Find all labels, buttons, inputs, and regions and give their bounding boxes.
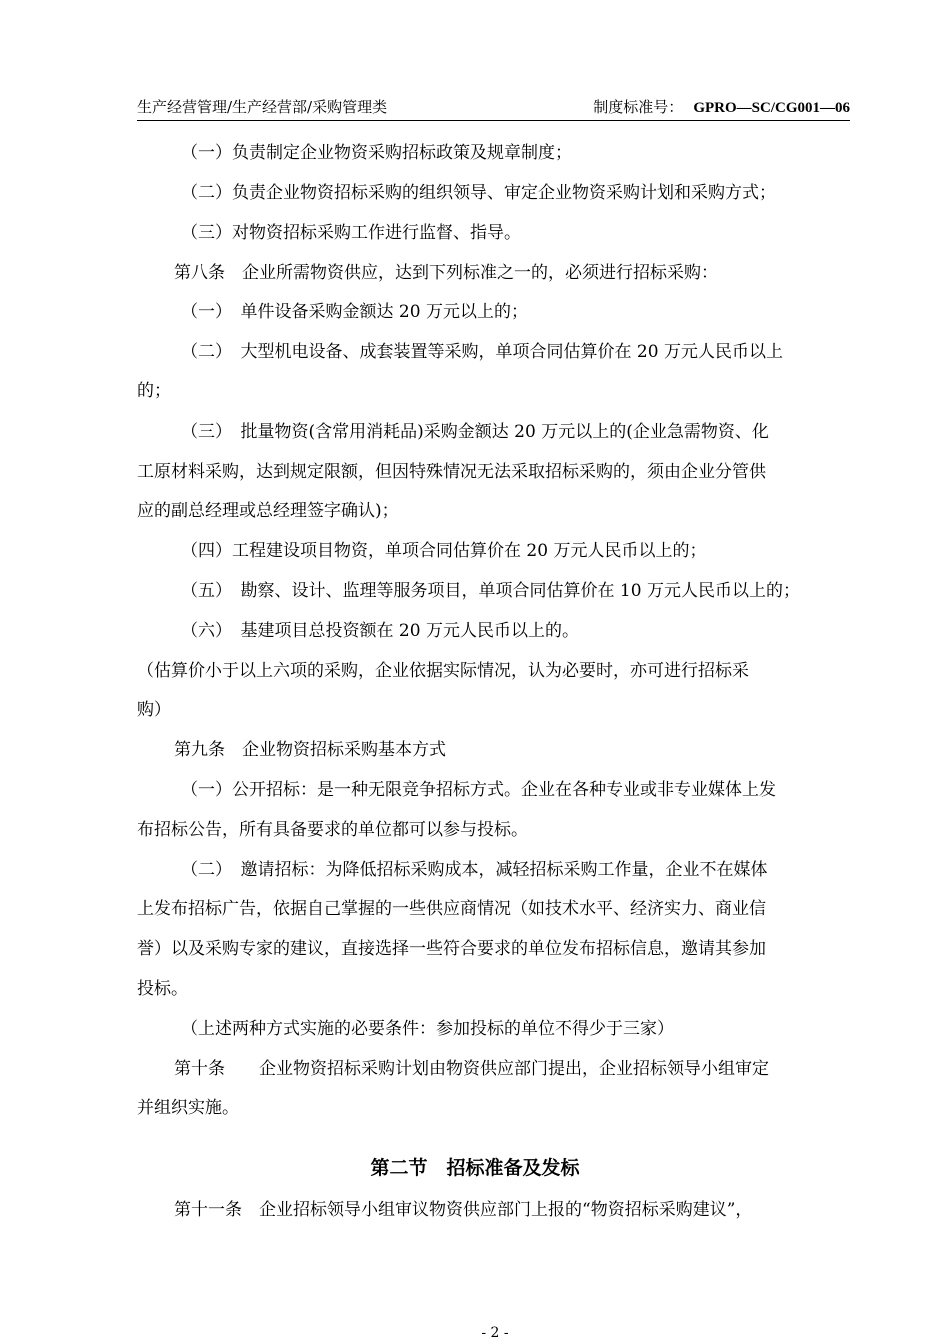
text-line: （三）对物资招标采购工作进行监督、指导。: [181, 223, 521, 243]
text-line: （二） 邀请招标：为降低招标采购成本，减轻招标采购工作量，企业不在媒体: [181, 860, 768, 880]
text-line: （估算价小于以上六项的采购，企业依据实际情况，认为必要时，亦可进行招标采: [137, 661, 749, 681]
header-category: 生产经营管理/生产经营部/采购管理类: [137, 98, 388, 116]
header-standard-number: [593, 96, 850, 117]
header-standard-label: 制度标准号：: [593, 98, 684, 116]
text-line: （二）负责企业物资招标采购的组织领导、审定企业物资采购计划和采购方式；: [181, 183, 776, 203]
text-line: 誉）以及采购专家的建议，直接选择一些符合要求的单位发布招标信息，邀请其参加: [137, 939, 766, 959]
text-line: （四）工程建设项目物资，单项合同估算价在 20 万元人民币以上的；: [181, 541, 707, 561]
text-line: 第八条 企业所需物资供应，达到下列标准之一的，必须进行招标采购：: [174, 263, 718, 283]
text-line: （上述两种方式实施的必要条件：参加投标的单位不得少于三家）: [181, 1019, 674, 1039]
text-line: 第十条 企业物资招标采购计划由物资供应部门提出，企业招标领导小组审定: [174, 1059, 769, 1079]
page-header: [137, 96, 850, 121]
text-line: （三） 批量物资(含常用消耗品)采购金额达 20 万元以上的(企业急需物资、化: [181, 422, 769, 442]
text-line: （五） 勘察、设计、监理等服务项目，单项合同估算价在 10 万元人民币以上的；: [181, 581, 800, 601]
text-line: 投标。: [137, 979, 188, 999]
section-title: 第二节 招标准备及发标: [370, 1157, 580, 1179]
text-line: （一）负责制定企业物资采购招标政策及规章制度；: [181, 143, 572, 163]
page-number: - 2 -: [481, 1325, 509, 1341]
text-line: （一）公开招标：是一种无限竞争招标方式。企业在各种专业或非专业媒体上发: [181, 780, 776, 800]
text-line: （二） 大型机电设备、成套装置等采购，单项合同估算价在 20 万元人民币以上: [181, 342, 783, 362]
text-line: （六） 基建项目总投资额在 20 万元人民币以上的。: [181, 621, 579, 641]
text-line: 购）: [137, 700, 171, 720]
header-standard-code: GPRO—SC/CG001—06: [693, 100, 850, 116]
text-line: 工原材料采购，达到规定限额，但因特殊情况无法采取招标采购的，须由企业分管供: [137, 462, 766, 482]
text-line: 第九条 企业物资招标采购基本方式: [174, 740, 446, 760]
text-line: 布招标公告，所有具备要求的单位都可以参与投标。: [137, 820, 528, 840]
text-line: 上发布招标广告，依据自己掌握的一些供应商情况（如技术水平、经济实力、商业信: [137, 899, 766, 919]
text-line: 的；: [137, 381, 171, 401]
text-line: 第十一条 企业招标领导小组审议物资供应部门上报的“物资招标采购建议”，: [174, 1200, 753, 1220]
text-line: 应的副总经理或总经理签字确认)；: [137, 501, 399, 521]
text-line: 并组织实施。: [137, 1098, 239, 1118]
text-line: （一） 单件设备采购金额达 20 万元以上的；: [181, 302, 528, 322]
